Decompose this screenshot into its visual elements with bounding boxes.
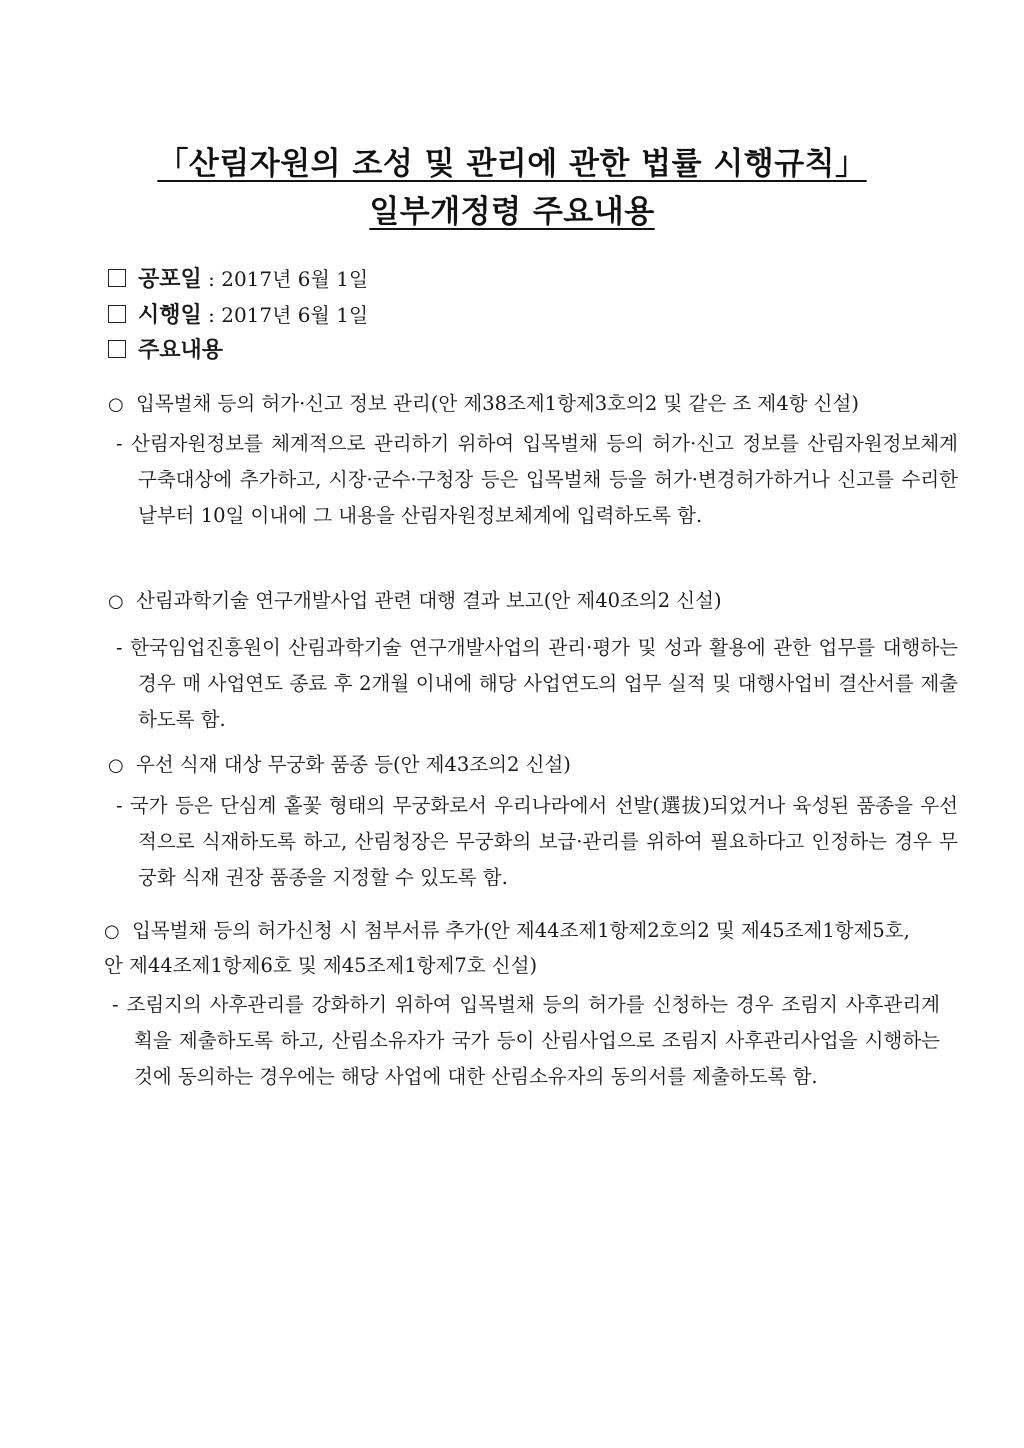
item-heading [108, 585, 938, 613]
promulgation-separator: : [201, 267, 222, 291]
enforcement-label: 시행일 [138, 303, 202, 328]
circle-bullet-icon: ○ [108, 591, 124, 612]
main-contents-label: 주요내용 [138, 338, 224, 363]
enforcement-value: 2017년 6월 1일 [221, 303, 369, 327]
item-heading [108, 749, 938, 777]
circle-bullet-icon: ○ [108, 755, 124, 776]
item-heading [104, 914, 934, 983]
document-title-line1: 「산림자원의 조성 및 관리에 관한 법률 시행규칙」 [157, 146, 867, 182]
item-heading-text: 입목벌채 등의 허가신청 시 첨부서류 추가(안 제44조제1항제2호의2 및 제45조제1항제5호, 안 제44조제1항제6호 및 제45조제1항제7호 신설) [104, 919, 910, 977]
checkbox-square-icon [108, 269, 126, 287]
item-detail: - 국가 등은 단심계 홑꽃 형태의 무궁화로서 우리나라에서 선발(選拔)되었거나 육성된 품종을 우선적으로 식재하도록 하고, 산림청장은 무궁화의 보급·관리를 위하여 필요하다고 인정하는 경우 무궁화 식재 권장 품종을 지정할 수 있도록 함. [116, 794, 958, 889]
promulgation-label: 공포일 [138, 267, 202, 292]
document-title-line2: 일부개정령 주요내용 [369, 194, 655, 230]
checkbox-square-icon [108, 340, 126, 358]
item-heading-text: 산림과학기술 연구개발사업 관련 대행 결과 보고(안 제40조의2 신설) [136, 589, 722, 612]
circle-bullet-icon: ○ [108, 394, 124, 415]
circle-bullet-icon: ○ [104, 921, 120, 942]
checkbox-square-icon [108, 305, 126, 323]
promulgation-date-row [108, 262, 368, 293]
main-contents-heading [108, 333, 223, 364]
enforcement-date-row [108, 298, 368, 329]
item-detail: - 산림자원정보를 체계적으로 관리하기 위하여 입목벌채 등의 허가·신고 정보를 산림자원정보체계 구축대상에 추가하고, 시장·군수·구청장 등은 입목벌채 등을 허가·변경허가하거나 신고를 수리한 날부터 10일 이내에 그 내용을 산림자원정보체계에 입력하도록 함. [116, 432, 958, 527]
item-detail: - 한국임업진흥원이 산림과학기술 연구개발사업의 관리·평가 및 성과 활용에 관한 업무를 대행하는 경우 매 사업연도 종료 후 2개월 이내에 해당 사업연도의 업무 실적 및 대행사업비 결산서를 제출하도록 함. [116, 636, 958, 731]
item-detail: - 조림지의 사후관리를 강화하기 위하여 입목벌채 등의 허가를 신청하는 경우 조림지 사후관리계획을 제출하도록 하고, 산림소유자가 국가 등이 산림사업으로 조림지 사후관리사업을 시행하는 것에 동의하는 경우에는 해당 사업에 대한 산림소유자의 동의서를 제출하도록 함. [112, 993, 940, 1088]
item-heading-text: 우선 식재 대상 무궁화 품종 등(안 제43조의2 신설) [136, 753, 571, 776]
promulgation-value: 2017년 6월 1일 [221, 267, 369, 291]
enforcement-separator: : [201, 303, 222, 327]
item-heading [108, 388, 938, 416]
item-heading-text: 입목벌채 등의 허가·신고 정보 관리(안 제38조제1항제3호의2 및 같은 조 제4항 신설) [136, 392, 859, 415]
